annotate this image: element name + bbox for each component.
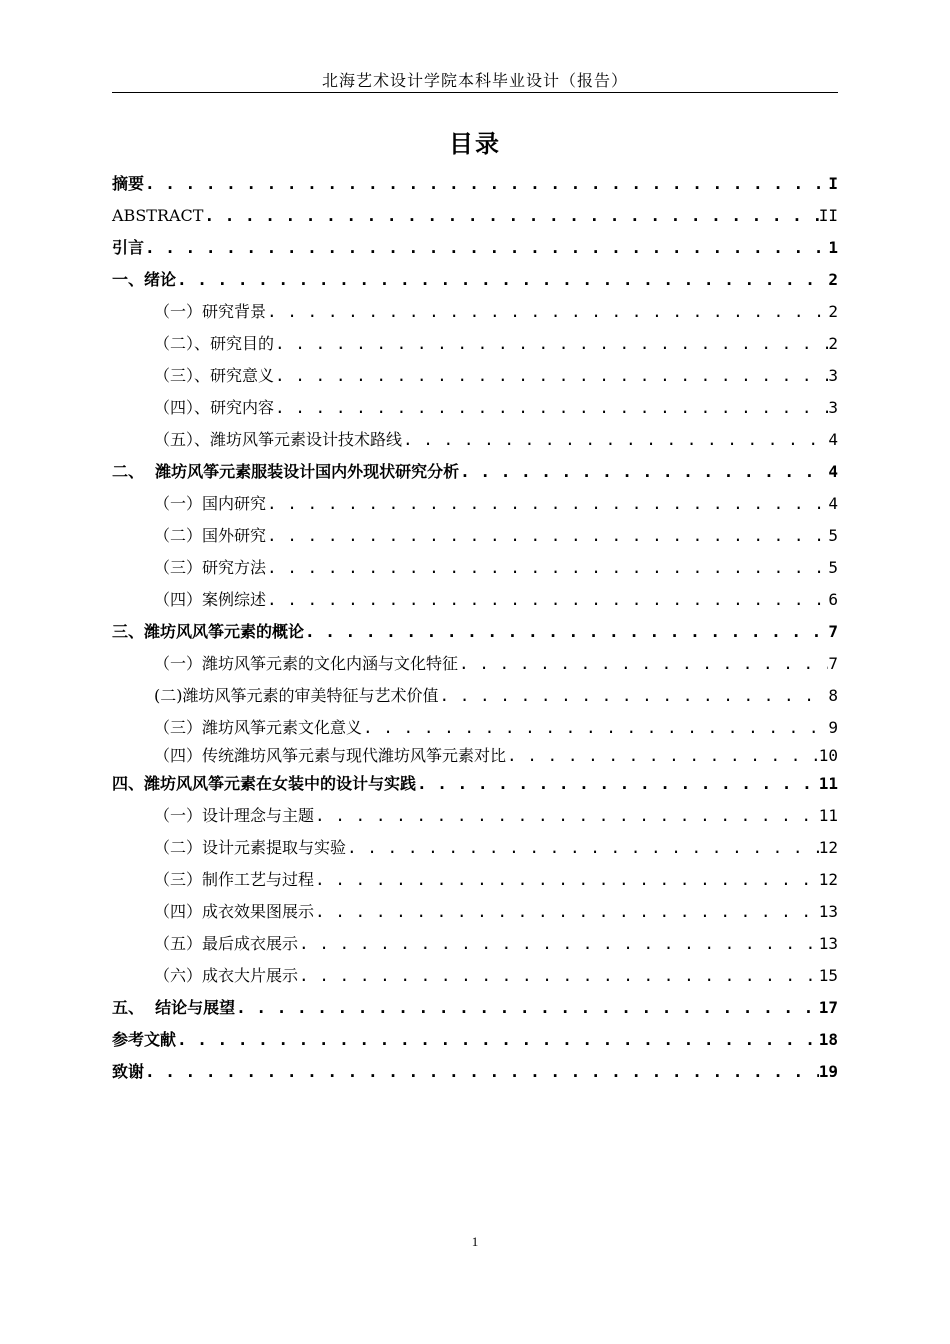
toc-entry-text: 五、 结论与展望 <box>112 998 236 1017</box>
toc-entry[interactable] <box>112 266 838 290</box>
toc-entry-text: （二）设计元素提取与实验 <box>154 838 347 857</box>
toc-entry-text: （三）研究方法 <box>154 558 267 577</box>
toc-leader-dots <box>314 870 819 890</box>
toc-entry[interactable] <box>112 394 838 418</box>
toc-entry-text: ABSTRACT <box>112 206 204 225</box>
toc-leader-dots <box>203 206 818 226</box>
toc-entry-page: 3 <box>828 366 838 385</box>
toc-entry[interactable] <box>112 330 838 354</box>
toc-entry-text: （一）国内研究 <box>154 494 267 513</box>
toc-leader-dots <box>266 526 828 546</box>
toc-entry[interactable] <box>112 586 838 610</box>
toc-entry-text: 一、绪论 <box>112 270 177 289</box>
toc-entry-page: 13 <box>818 902 838 921</box>
toc-entry-text: 摘要 <box>112 174 145 193</box>
toc-entry-text: （五）最后成衣展示 <box>154 934 299 953</box>
toc-entry-page: 6 <box>828 590 838 609</box>
toc-entry-text: (二)潍坊风筝元素的审美特征与艺术价值 <box>154 686 439 705</box>
toc-entry-text: （四）成衣效果图展示 <box>154 902 315 921</box>
toc-entry-text: （三）制作工艺与过程 <box>154 870 315 889</box>
toc-leader-dots <box>298 966 819 986</box>
toc-leader-dots <box>144 238 828 258</box>
toc-entry-page: 4 <box>828 462 838 481</box>
toc-entry-text: （四）传统潍坊风筝元素与现代潍坊风筝元素对比 <box>154 746 507 765</box>
toc-leader-dots <box>274 334 828 354</box>
toc-leader-dots <box>274 366 828 386</box>
toc-entry-page: 18 <box>818 1030 838 1049</box>
toc-entry-page: 4 <box>828 430 838 449</box>
toc-entry[interactable] <box>112 458 838 482</box>
toc-leader-dots <box>402 430 828 450</box>
toc-leader-dots <box>235 998 819 1018</box>
toc-entry-text: （五）、潍坊风筝元素设计技术路线 <box>154 430 403 449</box>
toc-entry-text: 参考文献 <box>112 1030 177 1049</box>
toc-entry[interactable] <box>112 714 838 738</box>
header-rule <box>112 92 838 93</box>
toc-entry-text: （四）案例综述 <box>154 590 267 609</box>
toc-leader-dots <box>346 838 819 858</box>
toc-entry-page: 11 <box>818 806 838 825</box>
toc-entry-text: （六）成衣大片展示 <box>154 966 299 985</box>
toc-entry-page: 5 <box>828 526 838 545</box>
toc-entry-text: 四、潍坊风风筝元素在女装中的设计与实践 <box>112 774 417 793</box>
toc-entry-page: 17 <box>818 998 838 1017</box>
toc-leader-dots <box>176 1030 819 1050</box>
toc-entry[interactable] <box>112 650 838 674</box>
toc-leader-dots <box>458 654 828 674</box>
toc-entry-text: （一）研究背景 <box>154 302 267 321</box>
toc-entry-page: 9 <box>828 718 838 737</box>
toc-leader-dots <box>459 462 828 482</box>
toc-entry[interactable] <box>112 898 838 922</box>
toc-entry[interactable] <box>112 930 838 954</box>
toc-leader-dots <box>298 934 819 954</box>
toc-entry[interactable] <box>112 202 838 226</box>
toc-entry[interactable] <box>112 618 838 642</box>
toc-entry[interactable] <box>112 770 838 794</box>
toc-entry-text: （一）潍坊风筝元素的文化内涵与文化特征 <box>154 654 459 673</box>
toc-entry-page: 7 <box>828 622 838 641</box>
toc-entry-text: （二）、研究目的 <box>154 334 275 353</box>
toc-leader-dots <box>144 1062 819 1082</box>
toc-entry[interactable] <box>112 834 838 858</box>
toc-entry-page: 15 <box>818 966 838 985</box>
toc-leader-dots <box>266 494 828 514</box>
toc-entry-page: II <box>818 206 838 225</box>
toc-entry-page: 2 <box>828 334 838 353</box>
toc-entry-text: （二）国外研究 <box>154 526 267 545</box>
toc-leader-dots <box>266 302 828 322</box>
toc-entry-page: 8 <box>828 686 838 705</box>
toc-leader-dots <box>144 174 828 194</box>
toc-entry[interactable] <box>112 994 838 1018</box>
toc-leader-dots <box>439 686 829 706</box>
toc-entry-page: 13 <box>818 934 838 953</box>
toc-entry-text: 引言 <box>112 238 145 257</box>
toc-entry[interactable] <box>112 682 838 706</box>
toc-entry[interactable] <box>112 802 838 826</box>
toc-entry-page: 5 <box>828 558 838 577</box>
toc-entry-page: 12 <box>818 838 838 857</box>
toc-entry-page: 10 <box>818 746 838 765</box>
toc-entry[interactable] <box>112 362 838 386</box>
toc-entry-page: 12 <box>818 870 838 889</box>
toc-leader-dots <box>176 270 828 290</box>
page-number: 1 <box>471 1234 479 1249</box>
toc-leader-dots <box>266 558 828 578</box>
toc-entry-text: 致谢 <box>112 1062 145 1081</box>
page-header-title: 北海艺术设计学院本科毕业设计（报告） <box>321 71 628 90</box>
toc-entry-page: I <box>828 174 838 193</box>
toc-entry-page: 4 <box>828 494 838 513</box>
toc-leader-dots <box>266 590 828 610</box>
toc-leader-dots <box>416 774 819 794</box>
toc-leader-dots <box>314 902 819 922</box>
toc-entry-page: 11 <box>818 774 838 793</box>
toc-entry[interactable] <box>112 554 838 578</box>
toc-entry[interactable] <box>112 522 838 546</box>
toc-entry[interactable] <box>112 866 838 890</box>
toc-entry-page: 2 <box>828 302 838 321</box>
toc-entry[interactable] <box>112 426 838 450</box>
toc-leader-dots <box>506 746 819 766</box>
toc-entry-page: 1 <box>828 238 838 257</box>
toc-entry[interactable] <box>112 1026 838 1050</box>
toc-entry-page: 7 <box>828 654 838 673</box>
toc-entry[interactable] <box>112 170 838 194</box>
toc-leader-dots <box>362 718 828 738</box>
toc-entry-text: （四）、研究内容 <box>154 398 275 417</box>
toc-entry-text: （三）潍坊风筝元素文化意义 <box>154 718 363 737</box>
toc-entry[interactable] <box>112 1058 838 1082</box>
toc-leader-dots <box>304 622 828 642</box>
toc-entry-page: 3 <box>828 398 838 417</box>
toc-entry-text: （一）设计理念与主题 <box>154 806 315 825</box>
toc-entry[interactable] <box>112 962 838 986</box>
toc-leader-dots <box>314 806 819 826</box>
toc-entry[interactable] <box>112 298 838 322</box>
toc-title: 目录 <box>449 130 501 158</box>
toc-leader-dots <box>274 398 828 418</box>
toc-entry[interactable] <box>112 234 838 258</box>
toc-entry-text: （三）、研究意义 <box>154 366 275 385</box>
toc-entry-text: 三、潍坊风风筝元素的概论 <box>112 622 305 641</box>
toc-entry-text: 二、 潍坊风筝元素服装设计国内外现状研究分析 <box>112 462 460 481</box>
toc-entry[interactable] <box>112 490 838 514</box>
toc-entry[interactable] <box>112 742 838 766</box>
toc-entry-page: 2 <box>828 270 838 289</box>
toc-entry-page: 19 <box>818 1062 838 1081</box>
